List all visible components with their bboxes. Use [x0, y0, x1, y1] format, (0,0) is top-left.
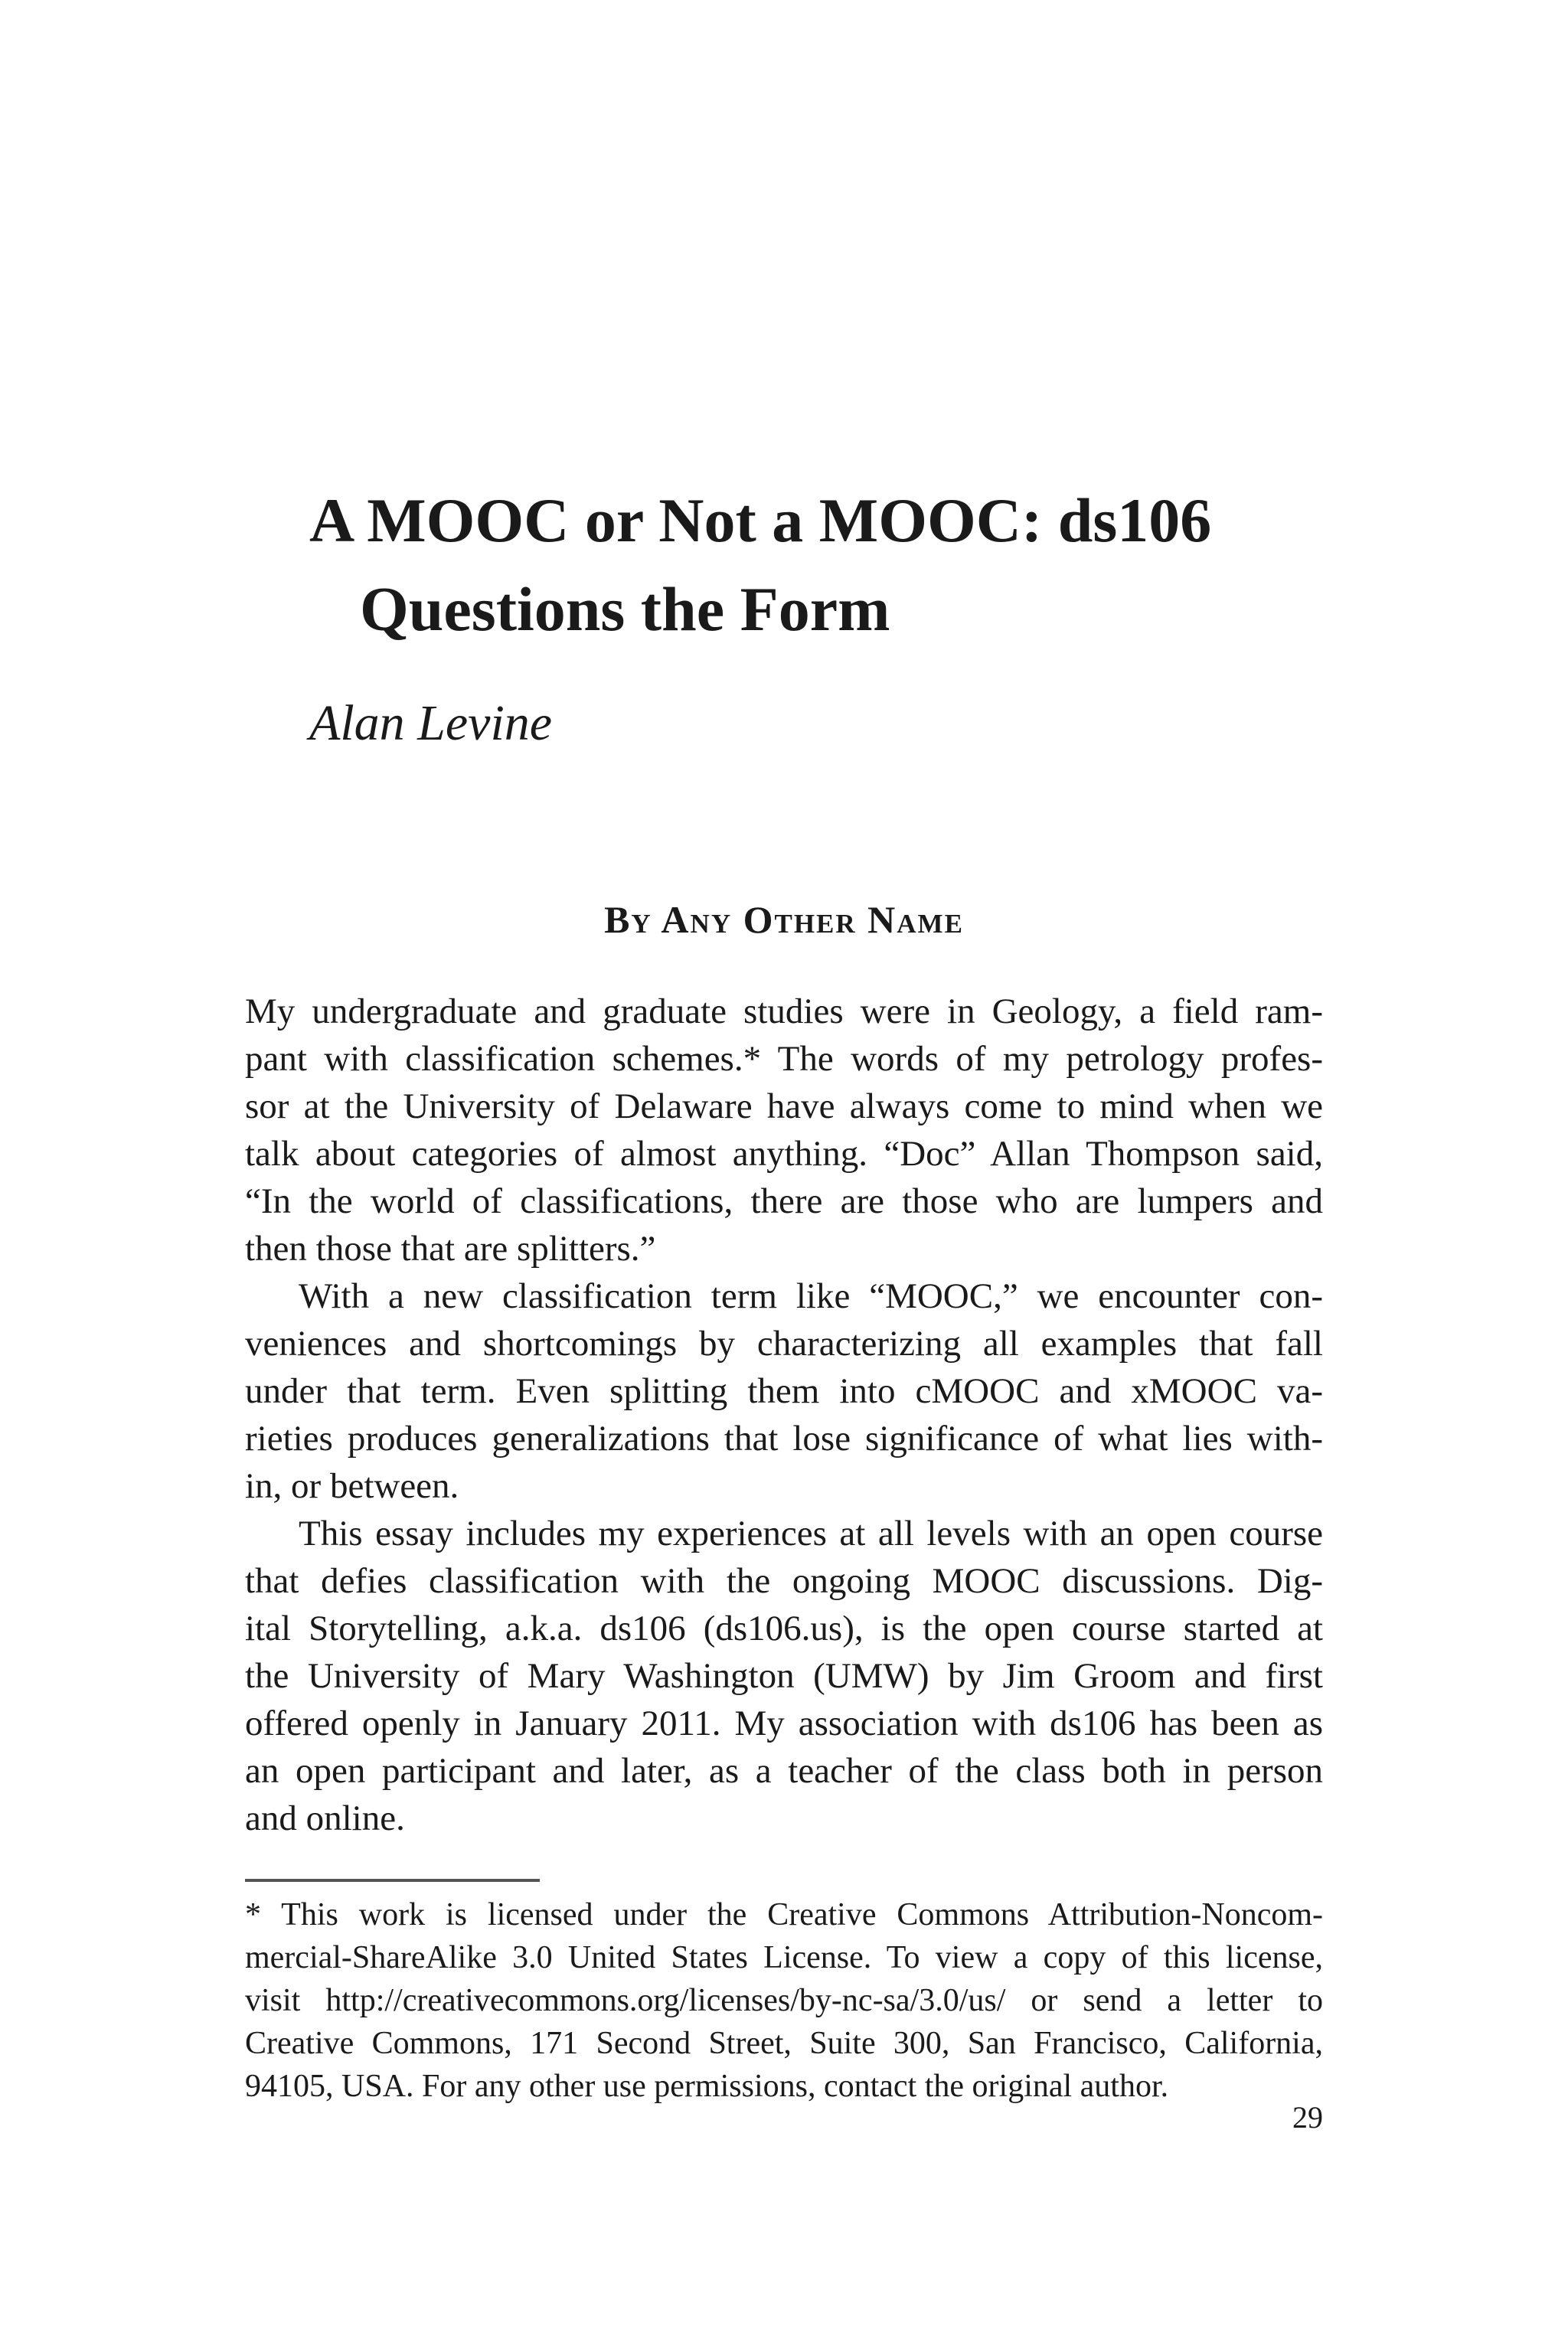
body-line: veniences and shortcomings by characterizing all examples that fall: [245, 1324, 1323, 1364]
body-line: an open participant and later, as a teacher of the class both in person: [245, 1751, 1323, 1791]
body-line: This essay includes my experiences at all levels with an open course: [299, 1514, 1323, 1553]
body-line: under that term. Even splitting them into cMOOC and xMOOC va-: [245, 1371, 1323, 1411]
body-line: With a new classification term like “MOOC,” we encounter con-: [299, 1276, 1323, 1316]
chapter-title: [309, 476, 1381, 654]
body-line: talk about categories of almost anything. “Doc” Allan Thompson said,: [245, 1134, 1323, 1174]
body-line: My undergraduate and graduate studies were in Geology, a field ram-: [245, 991, 1323, 1031]
body-line: the University of Mary Washington (UMW) by Jim Groom and first: [245, 1656, 1323, 1696]
paragraph-1: [245, 988, 1323, 1272]
paragraph-2: [245, 1272, 1323, 1510]
footnote-line: mercial-ShareAlike 3.0 United States License. To view a copy of this license,: [245, 1940, 1323, 1975]
body-line: in, or between.: [245, 1466, 459, 1506]
chapter-title-line-1: A MOOC or Not a MOOC: ds106: [309, 485, 1212, 555]
body-line: “In the world of classifications, there are those who are lumpers and: [245, 1181, 1323, 1221]
footnote-line: 94105, USA. For any other use permissions, contact the original author.: [245, 2069, 1169, 2104]
body-line: that defies classification with the ongoing MOOC discussions. Dig-: [245, 1561, 1323, 1601]
footnote-line: * This work is licensed under the Creative Commons Attribution-Noncom-: [245, 1897, 1323, 1932]
author-name: Alan Levine: [309, 695, 553, 751]
chapter-title-line-2: Questions the Form: [360, 574, 890, 644]
body-line: offered openly in January 2011. My association with ds106 has been as: [245, 1704, 1323, 1743]
body-line: ital Storytelling, a.k.a. ds106 (ds106.us), is the open course started at: [245, 1609, 1323, 1648]
body-line: sor at the University of Delaware have always come to mind when we: [245, 1086, 1323, 1126]
body-line: then those that are splitters.”: [245, 1229, 656, 1269]
body-line: pant with classification schemes.* The words of my petrology profes-: [245, 1039, 1323, 1079]
footnote-line: visit http://creativecommons.org/licenses/by-nc-sa/3.0/us/ or send a letter to: [245, 1983, 1323, 2018]
body-text: [245, 988, 1323, 1842]
paragraph-3: [245, 1510, 1323, 1842]
footnote: [245, 1893, 1323, 2108]
footnote-line: Creative Commons, 171 Second Street, Suite 300, San Francisco, California,: [245, 2026, 1323, 2061]
footnote-divider: [245, 1879, 540, 1882]
body-line: and online.: [245, 1798, 405, 1838]
page-number: 29: [1292, 2100, 1323, 2135]
section-heading: By Any Other Name: [604, 898, 964, 941]
body-line: rieties produces generalizations that lose significance of what lies with-: [245, 1419, 1323, 1459]
